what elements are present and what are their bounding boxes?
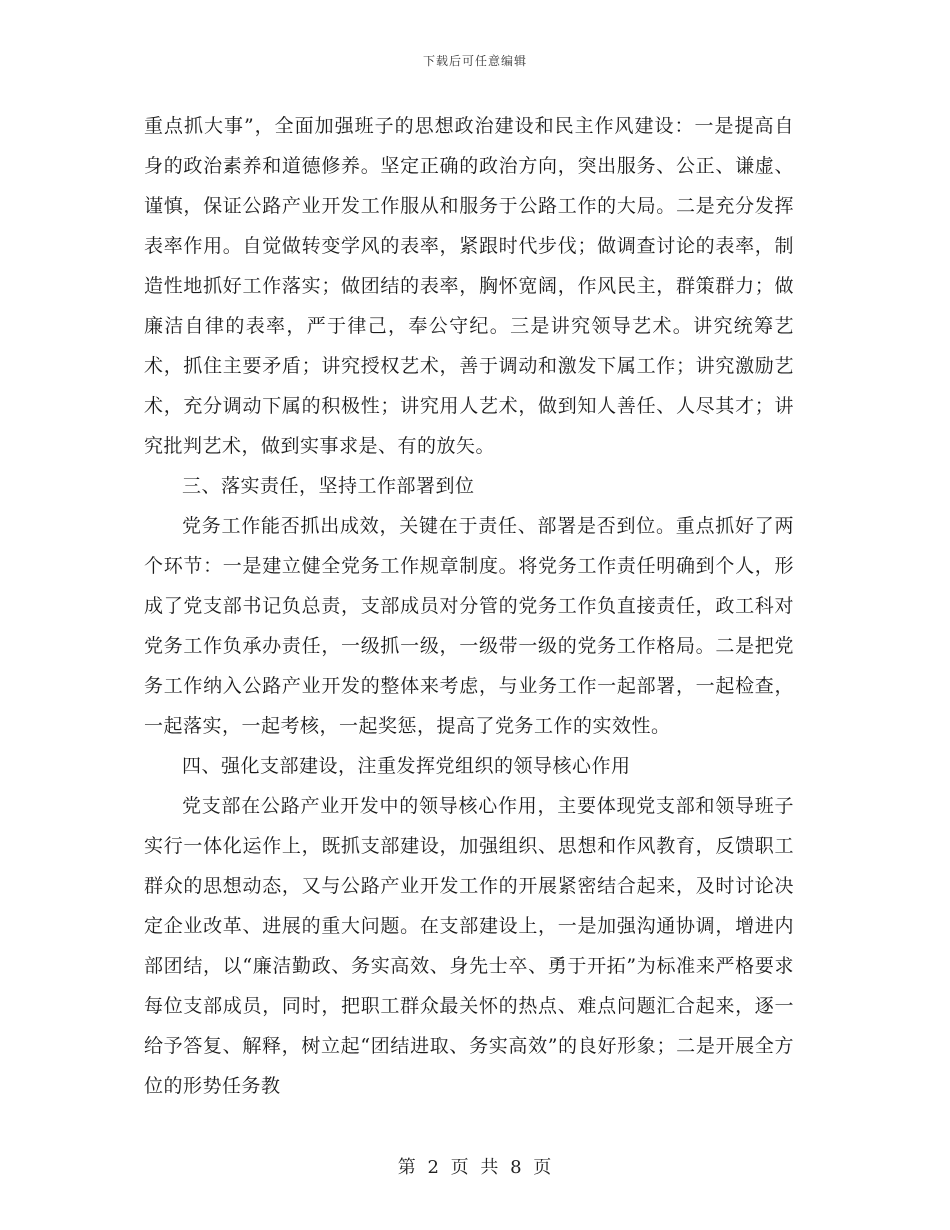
body-paragraph-2: 党务工作能否抓出成效，关键在于责任、部署是否到位。重点抓好了两个环节：一是建立健全党务工作规章制度。将党务工作责任明确到个人，形成了党支部书记负总责，支部成员对分管的党务工作负直接责任，政工科对党务工作负承办责任，一级抓一级，一级带一级的党务工作格局。二是把党务工作纳入公路产业开发的整体来考虑，与业务工作一起部署，一起检查，一起落实，一起考核，一起奖惩，提高了党务工作的实效性。 [144, 515, 794, 737]
page-number: 第 2 页 共 8 页 [397, 1157, 553, 1178]
body-paragraph-3: 党支部在公路产业开发中的领导核心作用，主要体现党支部和领导班子实行一体化运作上，既抓支部建设，加强组织、思想和作风教育，反馈职工群众的思想动态，又与公路产业开发工作的开展紧密结合起来，及时讨论决定企业改革、进展的重大问题。在支部建设上，一是加强沟通协调，增进内部团结，以“廉洁勤政、务实高效、身先士卒、勇于开拓”为标准来严格要求每位支部成员，同时，把职工群众最关怀的热点、难点问题汇合起来，逐一给予答复、解释，树立起“团结进取、务实高效”的良好形象；二是开展全方位的形势任务教 [144, 795, 794, 1097]
body-paragraph-1: 重点抓大事”，全面加强班子的思想政治建设和民主作风建设：一是提高自身的政治素养和道德修养。坚定正确的政治方向，突出服务、公正、谦虚、谨慎，保证公路产业开发工作服从和服务于公路工作的大局。二是充分发挥表率作用。自觉做转变学风的表率，紧跟时代步伐；做调查讨论的表率，制造性地抓好工作落实；做团结的表率，胸怀宽阔，作风民主，群策群力；做廉洁自律的表率，严于律己，奉公守纪。三是讲究领导艺术。讲究统筹艺术，抓住主要矛盾；讲究授权艺术，善于调动和激发下属工作；讲究激励艺术，充分调动下属的积极性；讲究用人艺术，做到知人善任、人尽其才；讲究批判艺术，做到实事求是、有的放矢。 [144, 115, 794, 457]
section-heading-3: 三、落实责任，坚持工作部署到位 [182, 475, 475, 497]
document-body [144, 106, 794, 1106]
page-header: 下载后可任意编辑 [422, 54, 527, 68]
section-heading-4: 四、强化支部建设，注重发挥党组织的领导核心作用 [182, 755, 631, 777]
